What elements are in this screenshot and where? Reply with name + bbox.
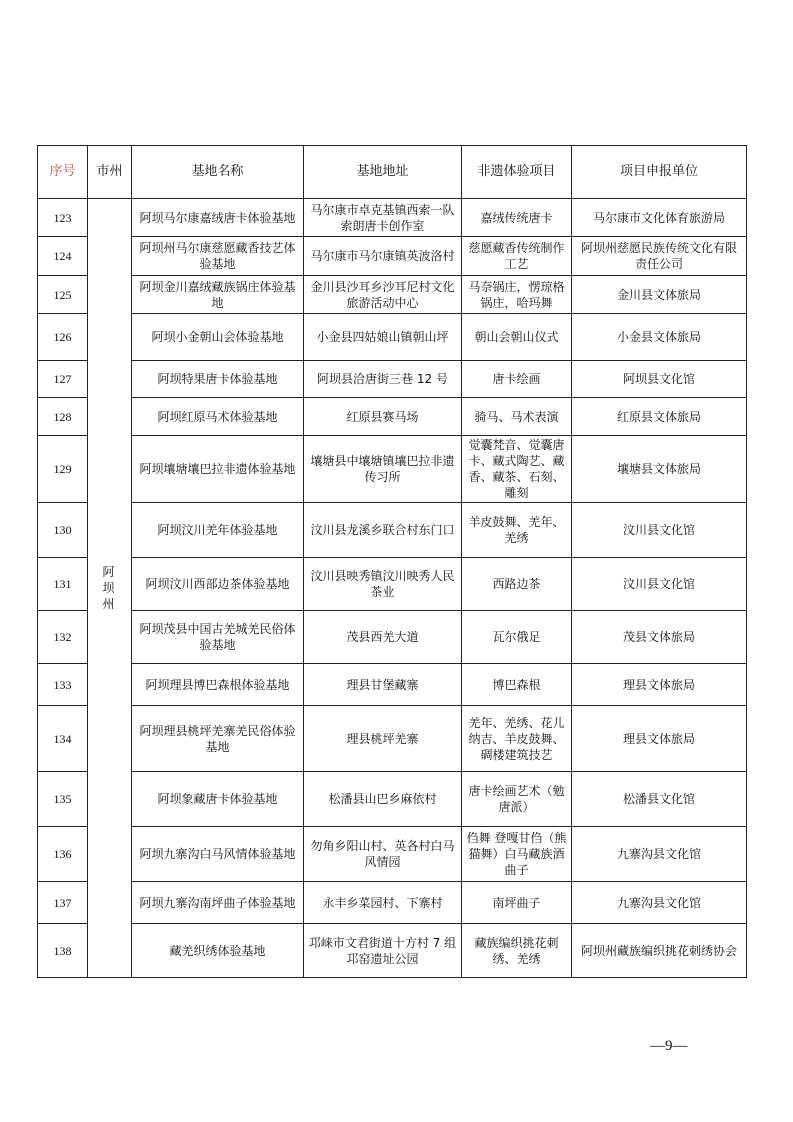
base-address: 理县甘堡藏寨 bbox=[304, 664, 462, 706]
table-row bbox=[38, 827, 747, 882]
base-address: 金川县沙耳乡沙耳尼村文化旅游活动中心 bbox=[304, 276, 462, 314]
declaring-unit: 壤塘县文体旅局 bbox=[572, 436, 747, 503]
base-name: 阿坝金川嘉绒藏族锅庄体验基地 bbox=[132, 276, 304, 314]
base-name: 阿坝九寨沟白马风情体验基地 bbox=[132, 827, 304, 882]
heritage-project: 南坪曲子 bbox=[462, 882, 572, 924]
table-row bbox=[38, 314, 747, 361]
base-name: 阿坝壤塘壤巴拉非遗体验基地 bbox=[132, 436, 304, 503]
row-index: 123 bbox=[38, 199, 88, 237]
table-row bbox=[38, 882, 747, 924]
row-index: 130 bbox=[38, 503, 88, 558]
table-row bbox=[38, 276, 747, 314]
base-name: 藏羌织绣体验基地 bbox=[132, 924, 304, 978]
row-index: 127 bbox=[38, 361, 88, 398]
base-address: 阿坝县洽唐街三巷 12 号 bbox=[304, 361, 462, 398]
row-index: 128 bbox=[38, 398, 88, 436]
table-row bbox=[38, 706, 747, 772]
header-index: 序号 bbox=[38, 146, 88, 199]
declaring-unit: 金川县文体旅局 bbox=[572, 276, 747, 314]
base-address: 马尔康市卓克基镇西索一队索朗唐卡创作室 bbox=[304, 199, 462, 237]
city-cell bbox=[88, 199, 132, 978]
declaring-unit: 九寨沟县文化馆 bbox=[572, 882, 747, 924]
city-char: 坝 bbox=[102, 581, 117, 595]
heritage-project: 唐卡绘画 bbox=[462, 361, 572, 398]
heritage-project: 慈愿藏香传统制作工艺 bbox=[462, 237, 572, 276]
page-number: —9— bbox=[650, 1038, 688, 1054]
base-address: 勿角乡阳山村、英各村白马风情园 bbox=[304, 827, 462, 882]
declaring-unit: 理县文体旅局 bbox=[572, 664, 747, 706]
city-char: 州 bbox=[102, 597, 117, 611]
heritage-project: 羊皮鼓舞、羌年、羌绣 bbox=[462, 503, 572, 558]
city-char: 阿 bbox=[102, 565, 117, 579]
table-row bbox=[38, 558, 747, 611]
row-index: 129 bbox=[38, 436, 88, 503]
row-index: 133 bbox=[38, 664, 88, 706]
header-name: 基地名称 bbox=[132, 146, 304, 199]
heritage-project: 博巴森根 bbox=[462, 664, 572, 706]
heritage-project: 朝山会朝山仪式 bbox=[462, 314, 572, 361]
heritage-project: 藏族编织挑花刺绣、羌绣 bbox=[462, 924, 572, 978]
heritage-project: 西路边茶 bbox=[462, 558, 572, 611]
table-row bbox=[38, 361, 747, 398]
base-name: 阿坝汶川羌年体验基地 bbox=[132, 503, 304, 558]
base-name: 阿坝红原马术体验基地 bbox=[132, 398, 304, 436]
header-project: 非遗体验项目 bbox=[462, 146, 572, 199]
row-index: 124 bbox=[38, 237, 88, 276]
base-address: 红原县赛马场 bbox=[304, 398, 462, 436]
declaring-unit: 阿坝州慈愿民族传统文化有限责任公司 bbox=[572, 237, 747, 276]
base-name: 阿坝汶川西部边茶体验基地 bbox=[132, 558, 304, 611]
base-address: 壤塘县中壤塘镇壤巴拉非遗传习所 bbox=[304, 436, 462, 503]
base-name: 阿坝九寨沟南坪曲子体验基地 bbox=[132, 882, 304, 924]
header-city: 市州 bbox=[88, 146, 132, 199]
heritage-project: 羌年、羌绣、花儿纳吉、羊皮鼓舞、碉楼建筑技艺 bbox=[462, 706, 572, 772]
heritage-project: 瓦尔俄足 bbox=[462, 611, 572, 664]
base-name: 阿坝理县桃坪羌寨羌民俗体验基地 bbox=[132, 706, 304, 772]
heritage-project: 㑇舞 登嘎甘㑇（熊猫舞）白马藏族酒曲子 bbox=[462, 827, 572, 882]
header-address: 基地地址 bbox=[304, 146, 462, 199]
base-name: 阿坝马尔康嘉绒唐卡体验基地 bbox=[132, 199, 304, 237]
base-address: 小金县四姑娘山镇朝山坪 bbox=[304, 314, 462, 361]
row-index: 135 bbox=[38, 772, 88, 827]
base-name: 阿坝州马尔康慈愿藏香技艺体验基地 bbox=[132, 237, 304, 276]
declaring-unit: 红原县文体旅局 bbox=[572, 398, 747, 436]
base-name: 阿坝小金朝山会体验基地 bbox=[132, 314, 304, 361]
declaring-unit: 阿坝县文化馆 bbox=[572, 361, 747, 398]
table-row bbox=[38, 503, 747, 558]
table-row bbox=[38, 924, 747, 978]
base-address: 马尔康市马尔康镇英波洛村 bbox=[304, 237, 462, 276]
row-index: 126 bbox=[38, 314, 88, 361]
declaring-unit: 理县文体旅局 bbox=[572, 706, 747, 772]
base-name: 阿坝茂县中国古羌城羌民俗体验基地 bbox=[132, 611, 304, 664]
row-index: 132 bbox=[38, 611, 88, 664]
header-unit: 项目申报单位 bbox=[572, 146, 747, 199]
declaring-unit: 汶川县文化馆 bbox=[572, 558, 747, 611]
declaring-unit: 茂县文体旅局 bbox=[572, 611, 747, 664]
row-index: 125 bbox=[38, 276, 88, 314]
base-name: 阿坝特果唐卡体验基地 bbox=[132, 361, 304, 398]
heritage-project: 唐卡绘画艺术（勉唐派） bbox=[462, 772, 572, 827]
base-address: 永丰乡菜园村、下寨村 bbox=[304, 882, 462, 924]
header-row bbox=[38, 146, 747, 199]
table-row bbox=[38, 611, 747, 664]
base-name: 阿坝理县博巴森根体验基地 bbox=[132, 664, 304, 706]
declaring-unit: 汶川县文化馆 bbox=[572, 503, 747, 558]
table-row bbox=[38, 772, 747, 827]
table-row bbox=[38, 237, 747, 276]
table-row bbox=[38, 436, 747, 503]
heritage-project: 觉囊梵音、觉囊唐卡、藏式陶艺、藏香、藏茶、石刻、雕刻 bbox=[462, 436, 572, 503]
table-row bbox=[38, 199, 747, 237]
declaring-unit: 松潘县文化馆 bbox=[572, 772, 747, 827]
heritage-project: 嘉绒传统唐卡 bbox=[462, 199, 572, 237]
declaring-unit: 阿坝州藏族编织挑花刺绣协会 bbox=[572, 924, 747, 978]
row-index: 131 bbox=[38, 558, 88, 611]
table-row bbox=[38, 398, 747, 436]
declaring-unit: 九寨沟县文化馆 bbox=[572, 827, 747, 882]
heritage-project: 马奈锅庄，愣琼格锅庄，哈玛舞 bbox=[462, 276, 572, 314]
row-index: 134 bbox=[38, 706, 88, 772]
declaring-unit: 小金县文体旅局 bbox=[572, 314, 747, 361]
base-address: 理县桃坪羌寨 bbox=[304, 706, 462, 772]
heritage-base-table bbox=[37, 145, 747, 978]
table-row bbox=[38, 664, 747, 706]
row-index: 138 bbox=[38, 924, 88, 978]
base-address: 汶川县龙溪乡联合村东门口 bbox=[304, 503, 462, 558]
declaring-unit: 马尔康市文化体育旅游局 bbox=[572, 199, 747, 237]
base-address: 茂县西羌大道 bbox=[304, 611, 462, 664]
base-address: 汶川县映秀镇汶川映秀人民茶业 bbox=[304, 558, 462, 611]
base-address: 松潘县山巴乡麻依村 bbox=[304, 772, 462, 827]
heritage-project: 骑马、马术表演 bbox=[462, 398, 572, 436]
row-index: 137 bbox=[38, 882, 88, 924]
base-address: 邛崃市文君街道十方村 7 组邛窑遗址公园 bbox=[304, 924, 462, 978]
base-name: 阿坝象藏唐卡体验基地 bbox=[132, 772, 304, 827]
row-index: 136 bbox=[38, 827, 88, 882]
